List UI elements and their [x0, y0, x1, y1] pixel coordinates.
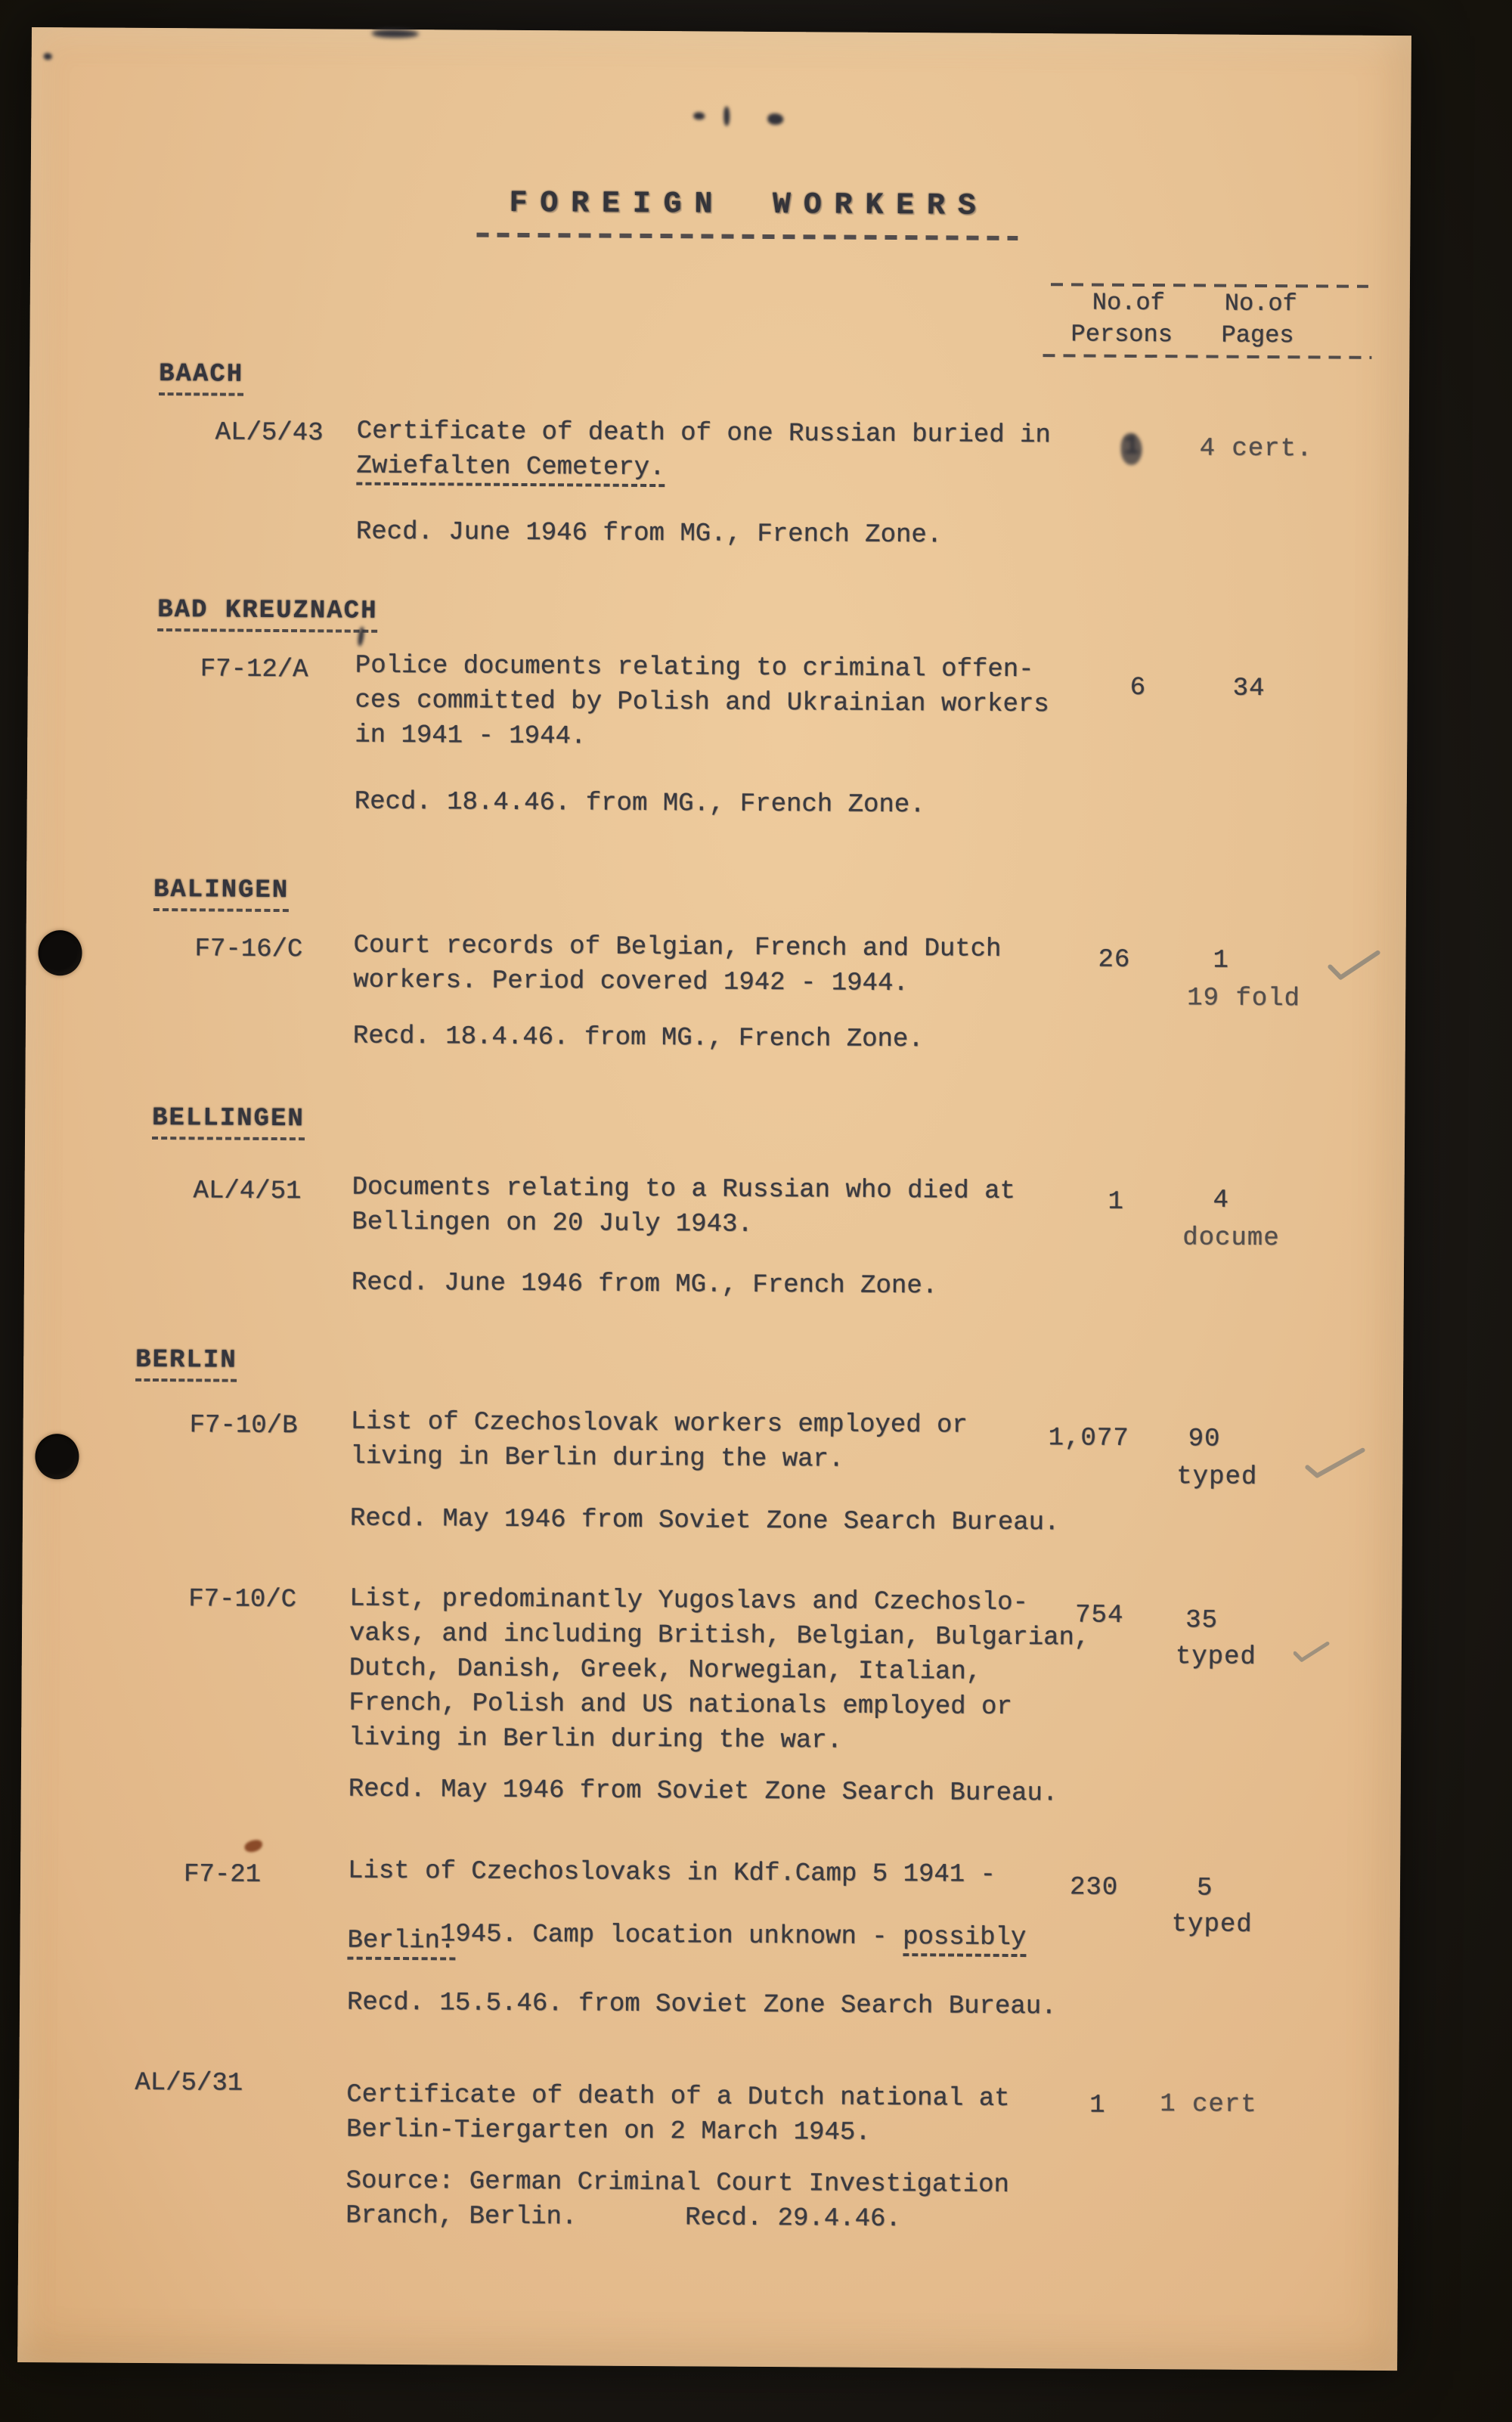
entry-desc-line: Berlin. — [347, 1927, 455, 1961]
entry-desc-line: Bellingen on 20 July 1943. — [352, 1208, 753, 1239]
entry-note-line: Branch, Berlin. Recd. 29.4.46. — [345, 2201, 901, 2234]
pages-value: 4 cert. — [1199, 434, 1313, 464]
entry-ref: F7-21 — [183, 1860, 262, 1890]
entry-desc-line: living in Berlin during the war. — [349, 1723, 843, 1756]
entry-desc-underlined-text: possibly — [903, 1923, 1027, 1957]
column-header-persons: Persons — [1070, 320, 1173, 349]
entry-desc-line: ces committed by Polish and Ukrainian workers — [355, 686, 1049, 720]
column-header-persons: No.of — [1092, 288, 1165, 318]
column-header-pages: Pages — [1221, 321, 1294, 350]
pencil-checkmark-icon — [1305, 1446, 1365, 1479]
ink-blot — [1120, 433, 1142, 465]
ink-smudge — [44, 53, 52, 60]
paper-sheet — [17, 27, 1411, 2371]
persons-value: 1 — [1089, 2091, 1106, 2120]
pages-value: docume — [1182, 1223, 1280, 1254]
persons-value: 26 — [1098, 945, 1131, 975]
column-rule-top — [1051, 283, 1368, 288]
section-header-balingen: BALINGEN — [153, 876, 290, 912]
ink-smudge — [372, 29, 419, 38]
column-rule-bottom — [1043, 354, 1371, 359]
pages-value: 19 fold — [1187, 984, 1301, 1014]
entry-note-line: Recd. June 1946 from MG., French Zone. — [351, 1268, 938, 1301]
entry-desc-line: Documents relating to a Russian who died at — [352, 1173, 1016, 1206]
pages-value: 5 — [1196, 1874, 1213, 1903]
entry-desc-text: 1945. Camp location unknown - — [439, 1920, 903, 1952]
entry-desc-line: Certificate of death of a Dutch national at — [346, 2080, 1010, 2113]
page-title: FOREIGN WORKERS — [509, 186, 989, 224]
entry-desc-line: workers. Period covered 1942 - 1944. — [353, 966, 909, 999]
entry-desc-line: List of Czechoslovak workers employed or — [350, 1407, 968, 1440]
ink-smudge — [723, 107, 730, 126]
entry-desc-line: in 1941 - 1944. — [355, 721, 587, 752]
entry-desc-line: Berlin-Tiergarten on 2 March 1945. — [345, 2115, 871, 2148]
pages-value: 1 cert — [1160, 2090, 1257, 2120]
pages-value: typed — [1175, 1642, 1257, 1672]
entry-desc-line: Court records of Belgian, French and Dutch — [353, 931, 1002, 964]
pages-value: 90 — [1188, 1425, 1221, 1454]
column-header-pages: No.of — [1224, 289, 1297, 318]
section-header-bellingen: BELLINGEN — [152, 1105, 305, 1141]
entry-desc-line: French, Polish and US nationals employed or — [349, 1689, 1012, 1722]
title-underline — [476, 233, 1018, 240]
entry-ref: AL/5/43 — [215, 418, 324, 448]
entry-note-line: Recd. May 1946 from Soviet Zone Search Bureau. — [349, 1504, 1060, 1538]
ink-smudge — [767, 113, 783, 125]
entry-desc-line: Certificate of death of one Russian buried in — [356, 417, 1051, 451]
section-header-baach: BAACH — [159, 361, 243, 396]
section-header-berlin: BERLIN — [135, 1347, 237, 1382]
entry-desc-line: Police documents relating to criminal offen- — [355, 651, 1034, 685]
punch-hole — [35, 1434, 79, 1479]
entry-ref: AL/4/51 — [193, 1177, 302, 1207]
persons-value: 754 — [1075, 1601, 1124, 1630]
pencil-checkmark-icon — [1294, 1641, 1330, 1664]
entry-desc-line: Zwiefalten Cemetery. — [356, 453, 665, 488]
ink-smudge — [693, 112, 705, 119]
entry-ref: F7-10/C — [188, 1585, 297, 1615]
entry-note-line: Recd. May 1946 from Soviet Zone Search Bureau. — [348, 1775, 1058, 1809]
rust-smudge — [243, 1839, 264, 1854]
entry-desc-line: List of Czechoslovaks in Kdf.Camp 5 1941 - — [347, 1856, 996, 1890]
pages-value: 4 — [1213, 1186, 1230, 1215]
entry-ref: F7-12/A — [200, 655, 308, 685]
entry-ref: F7-10/B — [189, 1411, 298, 1441]
entry-note-line: Source: German Criminal Court Investigation — [345, 2166, 1010, 2200]
entry-desc-line: living in Berlin during the war. — [350, 1442, 844, 1475]
entry-note-line: Recd. 18.4.46. from MG., French Zone. — [354, 787, 925, 820]
persons-value: 1 — [1108, 1187, 1125, 1217]
entry-ref: AL/5/31 — [135, 2068, 243, 2098]
pages-value: 1 — [1213, 946, 1230, 975]
persons-value: 6 — [1129, 673, 1147, 703]
pages-value: typed — [1171, 1910, 1253, 1940]
entry-ref: F7-16/C — [194, 935, 303, 965]
entry-desc-line: Dutch, Danish, Greek, Norwegian, Italian, — [349, 1654, 982, 1687]
pages-value: 35 — [1185, 1606, 1219, 1636]
pages-value: 34 — [1232, 674, 1266, 703]
punch-hole — [38, 930, 82, 975]
entry-desc-line: vaks, and including British, Belgian, Bulgarian, — [349, 1619, 1090, 1653]
entry-note-line: Recd. 18.4.46. from MG., French Zone. — [352, 1022, 924, 1055]
pencil-checkmark-icon — [1328, 948, 1380, 983]
entry-desc-line: List, predominantly Yugoslavs and Czechoslo- — [349, 1584, 1029, 1618]
persons-value: 230 — [1069, 1873, 1119, 1903]
entry-note-line: Recd. 15.5.46. from Soviet Zone Search Bureau. — [346, 1988, 1057, 2022]
persons-value: 1,077 — [1048, 1424, 1129, 1453]
entry-note-line: Recd. June 1946 from MG., French Zone. — [355, 517, 943, 550]
pages-value: typed — [1176, 1462, 1258, 1492]
section-header-bad-kreuznach: BAD KREUZNACH — [157, 597, 378, 633]
